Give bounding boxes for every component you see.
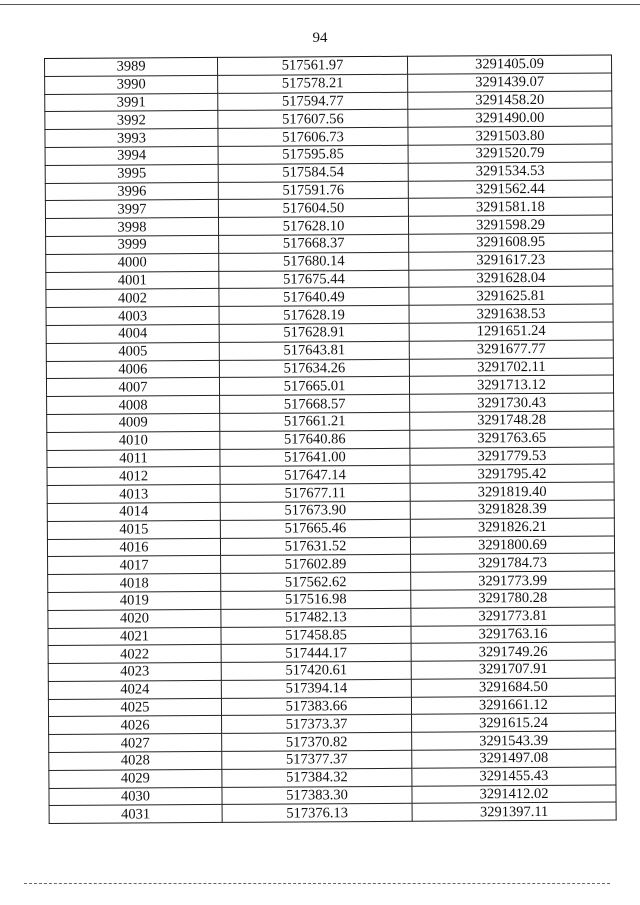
y-coordinate-cell: 3291497.08 (412, 749, 616, 768)
x-coordinate-cell: 517376.13 (222, 804, 412, 823)
x-coordinate-cell: 517631.52 (220, 537, 410, 556)
x-coordinate-cell: 517482.13 (221, 608, 411, 627)
y-coordinate-cell: 3291702.11 (409, 358, 613, 377)
y-coordinate-cell: 3291617.23 (409, 251, 613, 270)
y-coordinate-cell: 3291638.53 (409, 304, 613, 323)
y-coordinate-cell: 3291749.26 (411, 642, 615, 661)
y-coordinate-cell: 3291730.43 (410, 393, 614, 412)
point-number-cell: 4025 (48, 698, 221, 717)
x-coordinate-cell: 517602.89 (221, 555, 411, 574)
x-coordinate-cell: 517377.37 (222, 750, 412, 769)
point-number-cell: 3992 (45, 111, 218, 130)
x-coordinate-cell: 517628.91 (219, 323, 409, 342)
y-coordinate-cell: 3291784.73 (411, 553, 615, 572)
y-coordinate-cell: 3291773.99 (411, 571, 615, 590)
x-coordinate-cell: 517591.76 (218, 181, 408, 200)
x-coordinate-cell: 517668.57 (220, 394, 410, 413)
x-coordinate-cell: 517673.90 (220, 501, 410, 520)
x-coordinate-cell: 517665.01 (219, 377, 409, 396)
x-coordinate-cell: 517594.77 (218, 92, 408, 111)
y-coordinate-cell: 3291707.91 (411, 660, 615, 679)
point-number-cell: 4017 (48, 556, 221, 575)
x-coordinate-cell: 517383.66 (221, 697, 411, 716)
point-number-cell: 4001 (46, 271, 219, 290)
point-number-cell: 4005 (46, 342, 219, 361)
point-number-cell: 4023 (48, 663, 221, 682)
y-coordinate-cell: 3291458.20 (408, 91, 612, 110)
y-coordinate-cell: 3291503.80 (408, 126, 612, 145)
y-coordinate-cell: 3291625.81 (409, 286, 613, 305)
y-coordinate-cell: 3291779.53 (410, 447, 614, 466)
y-coordinate-cell: 3291405.09 (407, 55, 611, 74)
y-coordinate-cell: 3291713.12 (409, 375, 613, 394)
x-coordinate-cell: 517561.97 (217, 56, 407, 75)
point-number-cell: 4013 (47, 485, 220, 504)
point-number-cell: 4012 (47, 467, 220, 486)
point-number-cell: 4004 (46, 324, 219, 343)
y-coordinate-cell: 1291651.24 (409, 322, 613, 341)
x-coordinate-cell: 517665.46 (220, 519, 410, 538)
point-number-cell: 3989 (45, 57, 218, 76)
point-number-cell: 4022 (48, 645, 221, 664)
y-coordinate-cell: 3291439.07 (408, 73, 612, 92)
table-row (49, 802, 616, 823)
y-coordinate-cell: 3291800.69 (410, 536, 614, 555)
x-coordinate-cell: 517640.86 (220, 430, 410, 449)
point-number-cell: 3993 (45, 129, 218, 148)
x-coordinate-cell: 517604.50 (218, 199, 408, 218)
x-coordinate-cell: 517562.62 (221, 572, 411, 591)
point-number-cell: 4030 (49, 787, 222, 806)
y-coordinate-cell: 3291763.65 (410, 429, 614, 448)
x-coordinate-cell: 517606.73 (218, 127, 408, 146)
x-coordinate-cell: 517384.32 (222, 768, 412, 787)
y-coordinate-cell: 3291412.02 (412, 785, 616, 804)
y-coordinate-cell: 3291520.79 (408, 144, 612, 163)
point-number-cell: 4021 (48, 627, 221, 646)
x-coordinate-cell: 517383.30 (222, 786, 412, 805)
point-number-cell: 4028 (49, 752, 222, 771)
y-coordinate-cell: 3291490.00 (408, 108, 612, 127)
point-number-cell: 4031 (49, 805, 222, 824)
x-coordinate-cell: 517675.44 (219, 270, 409, 289)
y-coordinate-cell: 3291661.12 (411, 696, 615, 715)
point-number-cell: 4010 (47, 431, 220, 450)
point-number-cell: 4020 (48, 609, 221, 628)
point-number-cell: 4009 (47, 413, 220, 432)
y-coordinate-cell: 3291543.39 (412, 731, 616, 750)
x-coordinate-cell: 517668.37 (219, 234, 409, 253)
point-number-cell: 3991 (45, 93, 218, 112)
point-number-cell: 4027 (49, 734, 222, 753)
y-coordinate-cell: 3291795.42 (410, 464, 614, 483)
x-coordinate-cell: 517584.54 (218, 163, 408, 182)
point-number-cell: 3998 (45, 218, 218, 237)
x-coordinate-cell: 517628.10 (218, 216, 408, 235)
y-coordinate-cell: 3291397.11 (412, 802, 616, 821)
x-coordinate-cell: 517420.61 (221, 661, 411, 680)
y-coordinate-cell: 3291562.44 (408, 180, 612, 199)
y-coordinate-cell: 3291598.29 (408, 215, 612, 234)
x-coordinate-cell: 517640.49 (219, 288, 409, 307)
point-number-cell: 3996 (45, 182, 218, 201)
point-number-cell: 3990 (45, 75, 218, 94)
x-coordinate-cell: 517680.14 (219, 252, 409, 271)
x-coordinate-cell: 517643.81 (219, 341, 409, 360)
bottom-rule (24, 883, 610, 884)
coordinates-table (44, 55, 617, 825)
x-coordinate-cell: 517458.85 (221, 626, 411, 645)
point-number-cell: 3995 (45, 164, 218, 183)
point-number-cell: 4018 (48, 574, 221, 593)
y-coordinate-cell: 3291615.24 (412, 714, 616, 733)
x-coordinate-cell: 517661.21 (220, 412, 410, 431)
x-coordinate-cell: 517607.56 (218, 110, 408, 129)
y-coordinate-cell: 3291455.43 (412, 767, 616, 786)
x-coordinate-cell: 517628.19 (219, 305, 409, 324)
x-coordinate-cell: 517634.26 (219, 359, 409, 378)
x-coordinate-cell: 517516.98 (221, 590, 411, 609)
x-coordinate-cell: 517373.37 (222, 715, 412, 734)
y-coordinate-cell: 3291677.77 (409, 340, 613, 359)
x-coordinate-cell: 517444.17 (221, 644, 411, 663)
y-coordinate-cell: 3291763.16 (411, 625, 615, 644)
x-coordinate-cell: 517370.82 (222, 733, 412, 752)
point-number-cell: 4015 (47, 520, 220, 539)
x-coordinate-cell: 517641.00 (220, 448, 410, 467)
coordinates-table-body (45, 55, 617, 824)
y-coordinate-cell: 3291773.81 (411, 607, 615, 626)
point-number-cell: 4008 (47, 396, 220, 415)
point-number-cell: 4006 (46, 360, 219, 379)
y-coordinate-cell: 3291828.39 (410, 500, 614, 519)
y-coordinate-cell: 3291628.04 (409, 269, 613, 288)
point-number-cell: 4003 (46, 307, 219, 326)
point-number-cell: 4026 (49, 716, 222, 735)
point-number-cell: 4000 (46, 253, 219, 272)
point-number-cell: 3997 (45, 200, 218, 219)
point-number-cell: 4019 (48, 591, 221, 610)
y-coordinate-cell: 3291819.40 (410, 482, 614, 501)
point-number-cell: 4011 (47, 449, 220, 468)
point-number-cell: 4029 (49, 769, 222, 788)
point-number-cell: 4007 (46, 378, 219, 397)
point-number-cell: 4016 (47, 538, 220, 557)
y-coordinate-cell: 3291534.53 (408, 162, 612, 181)
top-rule (0, 4, 640, 5)
point-number-cell: 4014 (47, 502, 220, 521)
y-coordinate-cell: 3291826.21 (410, 518, 614, 537)
x-coordinate-cell: 517647.14 (220, 466, 410, 485)
y-coordinate-cell: 3291780.28 (411, 589, 615, 608)
point-number-cell: 4002 (46, 289, 219, 308)
x-coordinate-cell: 517595.85 (218, 145, 408, 164)
point-number-cell: 3999 (46, 235, 219, 254)
point-number-cell: 3994 (45, 146, 218, 165)
y-coordinate-cell: 3291684.50 (411, 678, 615, 697)
x-coordinate-cell: 517394.14 (221, 679, 411, 698)
x-coordinate-cell: 517677.11 (220, 483, 410, 502)
y-coordinate-cell: 3291581.18 (408, 197, 612, 216)
x-coordinate-cell: 517578.21 (218, 74, 408, 93)
page-number: 94 (312, 30, 328, 46)
y-coordinate-cell: 3291608.95 (409, 233, 613, 252)
y-coordinate-cell: 3291748.28 (410, 411, 614, 430)
point-number-cell: 4024 (48, 680, 221, 699)
